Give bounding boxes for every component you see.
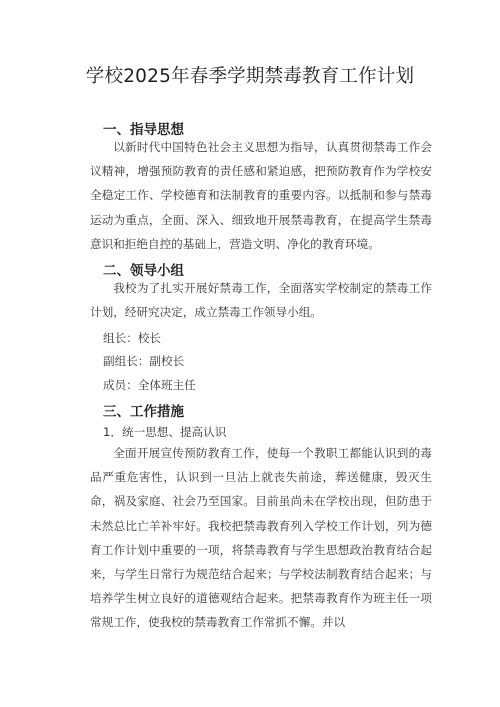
group-leader-line: 组长：校长 <box>103 331 161 345</box>
group-members-line: 成员：全体班主任 <box>103 378 196 392</box>
section-heading-guiding-ideology: 一、指导思想 <box>103 122 184 138</box>
document-title: 学校2025年春季学期禁毒教育工作计划 <box>85 66 415 87</box>
section-paragraph-work-measures: 全面开展宣传预防教育工作，使每一个教职工都能认识到的毒品严重危害性，认识到一旦沾上就丧失前途，葬送健康，毁灭生命，祸及家庭、社会乃至国家。目前虽尚未在学校出现，但防患于未然总比亡羊补牢好。我校把禁毒教育列入学校工作计划，列为德育工作计划中重要的一项，将禁毒教育与学生思想政治教育结合起来，与学生日常行为规范结合起来；与学校法制教育结合起来；与培养学生树立良好的道德观结合起来。把禁毒教育作为班主任一项常规工作，使我校的禁毒教育工作常抓不懈。并以 <box>90 446 432 630</box>
section-paragraph-guiding-ideology: 以新时代中国特色社会主义思想为指导，认真贯彻禁毒工作会议精神，增强预防教育的责任感和紧迫感，把预防教育作为学校安全稳定工作、学校德育和法制教育的重要内容。以抵制和参与禁毒运动为重点，全面、深入、细致地开展禁毒教育，在提高学生禁毒意识和拒绝自控的基础上，营造文明、净化的教育环境。 <box>90 140 432 251</box>
work-measure-item-1: 1．统一思想、提高认识 <box>103 425 227 439</box>
section-heading-work-measures: 三、工作措施 <box>103 404 184 420</box>
group-deputy-line: 副组长：副校长 <box>103 354 185 368</box>
section-heading-leadership-group: 二、领导小组 <box>103 263 184 279</box>
section-paragraph-leadership-group: 我校为了扎实开展好禁毒工作，全面落实学校制定的禁毒工作计划，经研究决定，成立禁毒工作领导小组。 <box>90 281 432 320</box>
